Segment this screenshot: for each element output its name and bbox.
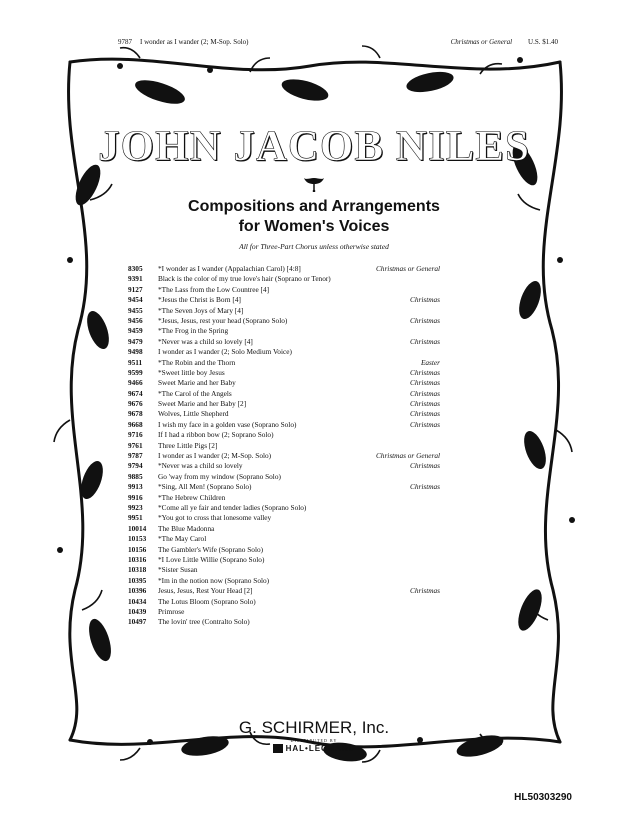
work-title: I wish my face in a golden vase (Soprano Solo)	[158, 419, 297, 429]
voicing-note: All for Three-Part Chorus unless otherwise stated	[239, 242, 389, 251]
product-code: HL50303290	[514, 792, 572, 803]
work-dedication: Christmas or General	[375, 264, 440, 273]
work-title: *Sweet little boy Jesus	[158, 367, 225, 377]
work-title: The lovin' tree (Contralto Solo)	[158, 617, 250, 627]
work-title: Sweet Marie and her Baby	[158, 378, 236, 388]
work-title: Jesus, Jesus, Rest Your Head [2]	[158, 586, 253, 596]
work-title: The Lotus Bloom (Soprano Solo)	[158, 596, 256, 606]
distributor-name: HAL•LEONARD	[285, 744, 356, 753]
work-number: 10434	[128, 596, 147, 606]
list-item	[128, 285, 440, 295]
work-title: Sweet Marie and her Baby [2]	[158, 399, 247, 409]
work-number: 9787	[128, 451, 143, 461]
composer-title-text: JOHN JACOB NILES	[98, 123, 530, 170]
work-dedication	[438, 493, 440, 503]
work-dedication	[438, 430, 440, 440]
work-title: *The May Carol	[158, 534, 207, 544]
work-title: *The Lass from the Low Countree [4]	[158, 284, 270, 294]
work-number: 9479	[128, 336, 143, 346]
work-title: *The Robin and the Thorn	[158, 357, 236, 367]
publisher-name: G. SCHIRMER, Inc.	[238, 718, 390, 737]
work-title: Go 'way from my window (Soprano Solo)	[158, 471, 281, 481]
work-dedication	[438, 441, 440, 451]
work-title: Black is the color of my true love's hair (Soprano or Tenor)	[158, 274, 331, 284]
list-item	[128, 295, 440, 305]
list-item	[128, 493, 440, 503]
work-title: *The Hebrew Children	[158, 492, 226, 502]
work-dedication: Christmas	[409, 482, 440, 492]
work-number: 9676	[128, 399, 143, 409]
list-item	[128, 389, 440, 399]
distributor-logo	[0, 744, 628, 753]
work-dedication: Christmas	[409, 295, 440, 305]
work-title: Wolves, Little Shepherd	[158, 409, 229, 419]
top-catalog-title: I wonder as I wander (2; M-Sop. Solo)	[140, 38, 249, 46]
work-title: *You got to cross that lonesome valley	[158, 513, 272, 523]
work-number: 8305	[128, 264, 143, 273]
list-item	[128, 503, 440, 513]
work-dedication: Christmas	[409, 409, 440, 419]
list-item	[128, 482, 440, 492]
list-item	[128, 461, 440, 471]
fleuron-ornament-icon	[300, 176, 328, 192]
work-number: 9391	[128, 274, 143, 284]
work-dedication	[438, 524, 440, 534]
list-item	[128, 347, 440, 357]
work-number: 9127	[128, 284, 143, 294]
work-number: 9454	[128, 295, 143, 305]
list-item	[128, 597, 440, 607]
work-number: 10014	[128, 523, 147, 533]
list-item	[128, 545, 440, 555]
work-number: 9923	[128, 502, 143, 512]
composer-title	[0, 122, 628, 171]
work-dedication	[438, 534, 440, 544]
work-dedication: Christmas	[409, 399, 440, 409]
work-dedication	[438, 545, 440, 555]
list-item	[128, 513, 440, 523]
distributed-by-label: DISTRIBUTED BY	[290, 738, 338, 743]
work-dedication	[438, 326, 440, 336]
work-number: 9885	[128, 471, 143, 481]
work-dedication	[438, 285, 440, 295]
hal-leonard-logo-icon	[273, 744, 283, 753]
work-title: I wonder as I wander (2; Solo Medium Voice)	[158, 347, 292, 357]
list-item	[128, 555, 440, 565]
work-number: 9716	[128, 430, 143, 440]
subtitle-line-1: Compositions and Arrangements	[188, 198, 440, 215]
work-dedication	[438, 503, 440, 513]
work-title: *The Seven Joys of Mary [4]	[158, 305, 244, 315]
work-number: 10497	[128, 617, 147, 627]
work-dedication	[438, 472, 440, 482]
work-number: 9511	[128, 357, 143, 367]
work-title: *Sing, All Men! (Soprano Solo)	[158, 482, 252, 492]
list-item	[128, 565, 440, 575]
work-number: 10439	[128, 606, 147, 616]
work-dedication	[438, 274, 440, 284]
work-dedication: Christmas	[409, 367, 440, 377]
work-dedication	[438, 306, 440, 316]
work-number: 9761	[128, 440, 143, 450]
work-title: If I had a ribbon bow (2; Soprano Solo)	[158, 430, 274, 440]
work-number: 9668	[128, 419, 143, 429]
top-catalog-line	[118, 38, 558, 46]
top-catalog-number: 9787	[118, 38, 132, 46]
work-dedication: Christmas	[409, 315, 440, 325]
work-title: *The Carol of the Angels	[158, 388, 232, 398]
work-dedication	[438, 513, 440, 523]
work-title: *The Frog in the Spring	[158, 326, 229, 336]
work-title: *Jesus, Jesus, rest your head (Soprano Solo)	[158, 315, 288, 325]
list-item	[128, 409, 440, 419]
work-number: 9678	[128, 409, 143, 419]
list-item	[128, 607, 440, 617]
work-title: *I wonder as I wander (Appalachian Carol) [4:8]	[158, 264, 301, 273]
list-item	[128, 274, 440, 284]
work-dedication	[438, 347, 440, 357]
work-number: 10318	[128, 565, 147, 575]
list-item	[128, 368, 440, 378]
work-title: I wonder as I wander (2; M-Sop. Solo)	[158, 451, 272, 461]
work-number: 9794	[128, 461, 143, 471]
list-item	[128, 524, 440, 534]
list-item	[128, 472, 440, 482]
work-number: 9455	[128, 305, 143, 315]
work-title: *Jesus the Christ is Born [4]	[158, 295, 241, 305]
list-item	[128, 337, 440, 347]
work-number: 9913	[128, 482, 143, 492]
work-dedication: Easter	[420, 357, 440, 367]
work-number: 10153	[128, 534, 147, 544]
list-item	[128, 420, 440, 430]
work-dedication	[438, 607, 440, 617]
work-dedication: Christmas	[409, 461, 440, 471]
work-dedication: Christmas	[409, 378, 440, 388]
work-number: 9459	[128, 326, 143, 336]
list-item	[128, 326, 440, 336]
work-title: *Sister Susan	[158, 565, 198, 575]
list-item	[128, 534, 440, 544]
work-title: *Im in the notion now (Soprano Solo)	[158, 575, 270, 585]
list-item	[128, 306, 440, 316]
work-title: *I Love Little Willie (Soprano Solo)	[158, 554, 265, 564]
list-item	[128, 617, 440, 627]
work-title: *Never was a child so lovely	[158, 461, 243, 471]
work-number: 9498	[128, 347, 143, 357]
work-title: Primrose	[158, 606, 185, 616]
list-item	[128, 264, 440, 274]
work-dedication: Christmas	[409, 388, 440, 398]
work-dedication: Christmas	[409, 586, 440, 596]
work-dedication	[438, 617, 440, 627]
list-item	[128, 586, 440, 596]
work-title: *Come all ye fair and tender ladies (Soprano Solo)	[158, 502, 307, 512]
work-title: Three Little Pigs [2]	[158, 440, 218, 450]
list-item	[128, 378, 440, 388]
list-item	[128, 576, 440, 586]
list-item	[128, 441, 440, 451]
list-item	[128, 358, 440, 368]
list-item	[128, 430, 440, 440]
work-dedication: Christmas	[409, 419, 440, 429]
work-number: 10316	[128, 554, 147, 564]
work-number: 10156	[128, 544, 147, 554]
top-catalog-dedication: Christmas or General	[450, 38, 513, 46]
work-title: The Gambler's Wife (Soprano Solo)	[158, 544, 264, 554]
work-number: 9456	[128, 315, 143, 325]
work-dedication	[438, 576, 440, 586]
list-item	[128, 316, 440, 326]
work-number: 10395	[128, 575, 147, 585]
work-dedication: Christmas or General	[375, 451, 440, 461]
list-item	[128, 451, 440, 461]
top-catalog-price: U.S. $1.40	[528, 38, 558, 46]
work-number: 9916	[128, 492, 143, 502]
work-title: *Never was a child so lovely [4]	[158, 336, 253, 346]
work-number: 10396	[128, 586, 147, 596]
works-list	[128, 264, 440, 628]
work-title: The Blue Madonna	[158, 523, 215, 533]
work-number: 9951	[128, 513, 143, 523]
work-number: 9674	[128, 388, 143, 398]
subtitle-line-2: for Women's Voices	[238, 218, 390, 235]
work-dedication: Christmas	[409, 336, 440, 346]
work-dedication	[438, 555, 440, 565]
work-dedication	[438, 565, 440, 575]
work-dedication	[438, 597, 440, 607]
work-number: 9599	[128, 367, 143, 377]
list-item	[128, 399, 440, 409]
work-number: 9466	[128, 378, 143, 388]
